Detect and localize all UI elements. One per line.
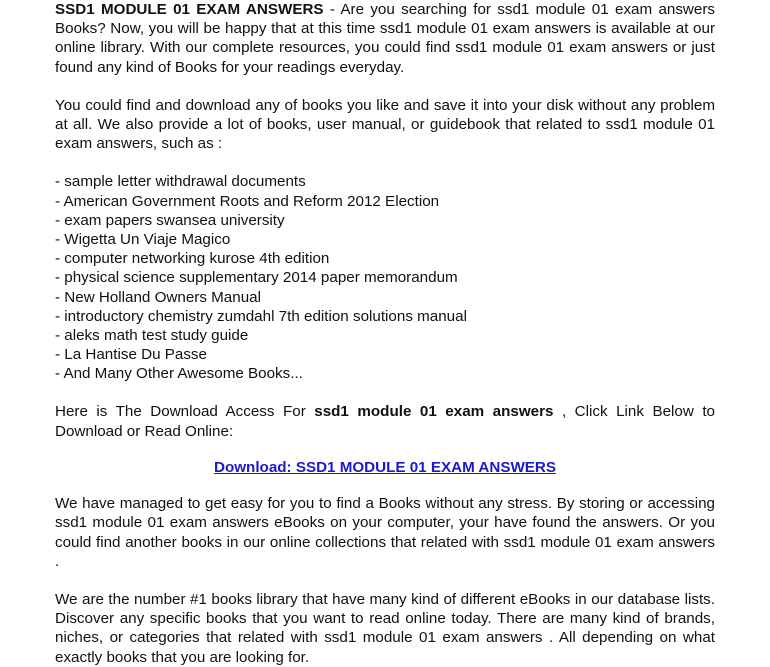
access-text-after: , Click Link Below to Download or Read Online: bbox=[55, 403, 715, 440]
download-link-container bbox=[55, 458, 715, 477]
download-link[interactable]: Download: SSD1 MODULE 01 EXAM ANSWERS bbox=[213, 458, 557, 476]
book-list bbox=[55, 172, 715, 383]
list-item: - sample letter withdrawal documents bbox=[55, 173, 306, 191]
list-item: - computer networking kurose 4th edition bbox=[55, 250, 330, 268]
list-item: - Wigetta Un Viaje Magico bbox=[55, 230, 231, 248]
access-text-before: Here is The Download Access For bbox=[55, 403, 315, 421]
download-description-paragraph: You could find and download any of books you like and save it into your disk without any problem at all. We also provide a lot of books, user manual, or guidebook that related to ssd1 module 01 exam answers, such as : bbox=[55, 96, 715, 153]
document-page bbox=[55, 0, 715, 667]
list-item: - physical science supplementary 2014 paper memorandum bbox=[55, 269, 458, 287]
list-item: - exam papers swansea university bbox=[55, 211, 285, 229]
list-item: - And Many Other Awesome Books... bbox=[55, 365, 303, 383]
library-paragraph: We are the number #1 books library that have many kind of different eBooks in our database lists. Discover any specific books that you want to read online today. There are many kind of brands, niches, or categories that related with ssd1 module 01 exam answers . All depending on what exactly books that you are looking for. bbox=[55, 590, 715, 666]
intro-paragraph bbox=[55, 0, 715, 77]
list-item: - aleks math test study guide bbox=[55, 326, 249, 344]
access-bold-title: ssd1 module 01 exam answers bbox=[314, 403, 554, 421]
list-item: - American Government Roots and Reform 2012 Election bbox=[55, 192, 440, 210]
intro-heading: SSD1 MODULE 01 EXAM ANSWERS bbox=[55, 1, 324, 18]
managed-paragraph: We have managed to get easy for you to find a Books without any stress. By storing or accessing ssd1 module 01 exam answers eBooks on your computer, your have found the answers. Or you could find another books in our online collections that related with ssd1 module 01 exam answers . bbox=[55, 495, 715, 570]
download-access-paragraph bbox=[55, 402, 715, 440]
list-item: - La Hantise Du Passe bbox=[55, 346, 207, 364]
list-item: - New Holland Owners Manual bbox=[55, 288, 261, 306]
intro-text: - Are you searching for ssd1 module 01 exam answers Books? Now, you will be happy that at this time ssd1 module 01 exam answers is available at our online library. With our complete resources, you could find ssd1 module 01 exam answers or just found any kind of Books for your readings everyday. bbox=[55, 1, 715, 76]
list-item: - introductory chemistry zumdahl 7th edition solutions manual bbox=[55, 307, 467, 325]
